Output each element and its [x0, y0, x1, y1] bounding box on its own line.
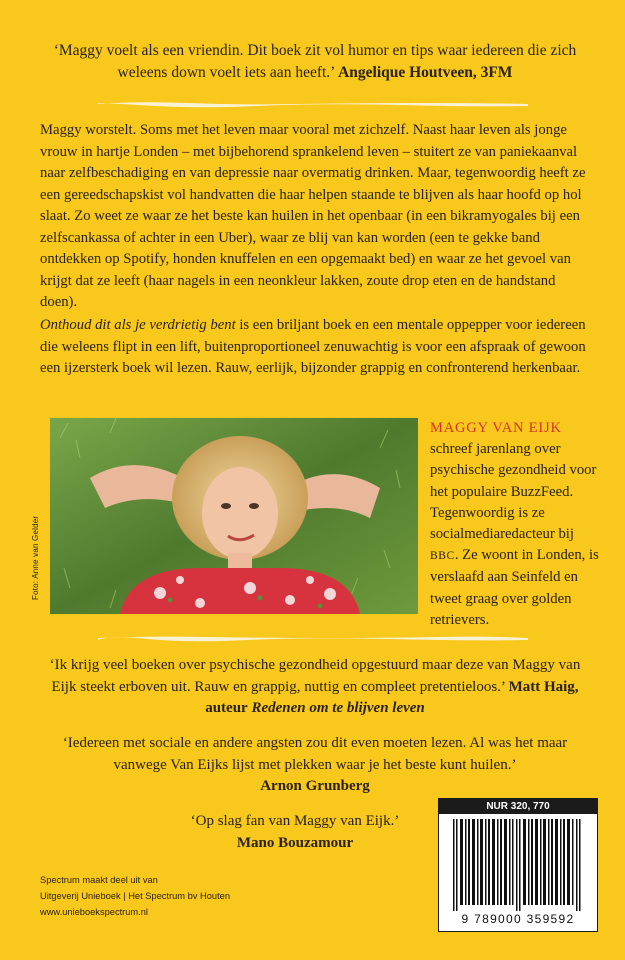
- publisher-line-2: Uitgeverij Unieboek | Het Spectrum bv Houten: [40, 891, 230, 901]
- author-bio: [430, 418, 600, 631]
- quote-haig-author: Matt Haig, auteur: [205, 678, 579, 716]
- quote-bouzamour: [150, 811, 440, 854]
- bbc-label: BBC: [430, 550, 455, 563]
- book-title: Onthoud dit als je verdrietig bent: [40, 317, 236, 333]
- blurb-paragraph-2: [40, 315, 590, 380]
- divider-top: [98, 100, 528, 108]
- blurb-paragraph-1: Maggy worstelt. Soms met het leven maar vooral met zichzelf. Naast haar leven als jonge vrouw in hartje Londen – met bijbehorend sprankelend leven – stuitert ze van paniekaanval naar zelfbeschadiging en van depressie naar overmatig drinken. Maar, tegenwoordig heeft ze een gereedschapskist vol handvatten die haar helpen staande te blijven als haar hoofd op hol slaat. Zo weet ze waar ze het beste kan huilen in het openbaar (in een bikramyogales bij een zelfscankassa of achter in een Uber), waar ze blij van kan worden (een te gekke band ontdekken op Spotify, honden knuffelen en een opgemaakt bed) en waar ze het gevoel van krijgt dat ze leeft (haar nagels in een neonkleur lakken, zoute drop eten en de handstand doen).: [40, 122, 586, 310]
- author-photo: [50, 418, 418, 614]
- quote-haig: [40, 655, 590, 720]
- quote-haig-text: ‘Ik krijg veel boeken over psychische gezondheid opgestuurd maar deze van Maggy van Eijk steekt erboven uit. Rauw en grappig, nuttig en compleet pretentieloos.’: [49, 657, 581, 695]
- quote-bouzamour-author: Mano Bouzamour: [236, 834, 354, 851]
- divider-middle: [98, 634, 528, 642]
- barcode-graphic: [447, 819, 589, 911]
- publisher-info: [40, 872, 320, 920]
- quote-grunberg-text: ‘Iedereen met sociale en andere angsten zou dit even moeten lezen. Al was het maar vanwege Van Eijks lijst met plekken waar je het beste kunt huilen.’: [62, 735, 568, 773]
- publisher-line-1: Spectrum maakt deel uit van: [40, 875, 158, 885]
- isbn-digits: 9 789000 359592: [461, 912, 575, 926]
- author-bio-text-2: . Ze woont in Londen, is verslaafd aan Seinfeld en tweet graag over golden retrievers.: [430, 547, 599, 628]
- quote-grunberg: [40, 733, 590, 798]
- author-name: MAGGY VAN EIJK: [430, 420, 562, 436]
- quote-bouzamour-text: ‘Op slag fan van Maggy van Eijk.’: [190, 813, 400, 829]
- quote-grunberg-author: Arnon Grunberg: [260, 778, 370, 794]
- top-quote: [40, 40, 590, 84]
- photo-credit: Foto: Anne van Gelder: [31, 515, 40, 600]
- quote-haig-book: Redenen om te blijven leven: [251, 700, 425, 716]
- top-quote-author: Angelique Houtveen, 3FM: [338, 64, 513, 81]
- nur-label: NUR 320, 770: [439, 799, 597, 814]
- top-quote-text: ‘Maggy voelt als een vriendin. Dit boek zit vol humor en tips waar iedereen die zich weleens down voelt iets aan heeft.’: [53, 42, 577, 81]
- author-bio-text-1: schreef jarenlang over psychische gezondheid voor het populaire BuzzFeed. Tegenwoordig is ze socialmediaredacteur bij: [430, 441, 597, 543]
- barcode-box: [438, 798, 598, 932]
- publisher-website: www.unieboekspectrum.nl: [40, 907, 148, 917]
- blurb-paragraph-2-text: is een briljant boek en een mentale oppepper voor iedereen die weleens flipt in een lift, buitenproportioneel zenuwachtig is voor een afspraak of gewoon een ijzersterk boek wil lezen. Rauw, eerlijk, bijzonder grappig en confronterend herkenbaar.: [40, 317, 586, 376]
